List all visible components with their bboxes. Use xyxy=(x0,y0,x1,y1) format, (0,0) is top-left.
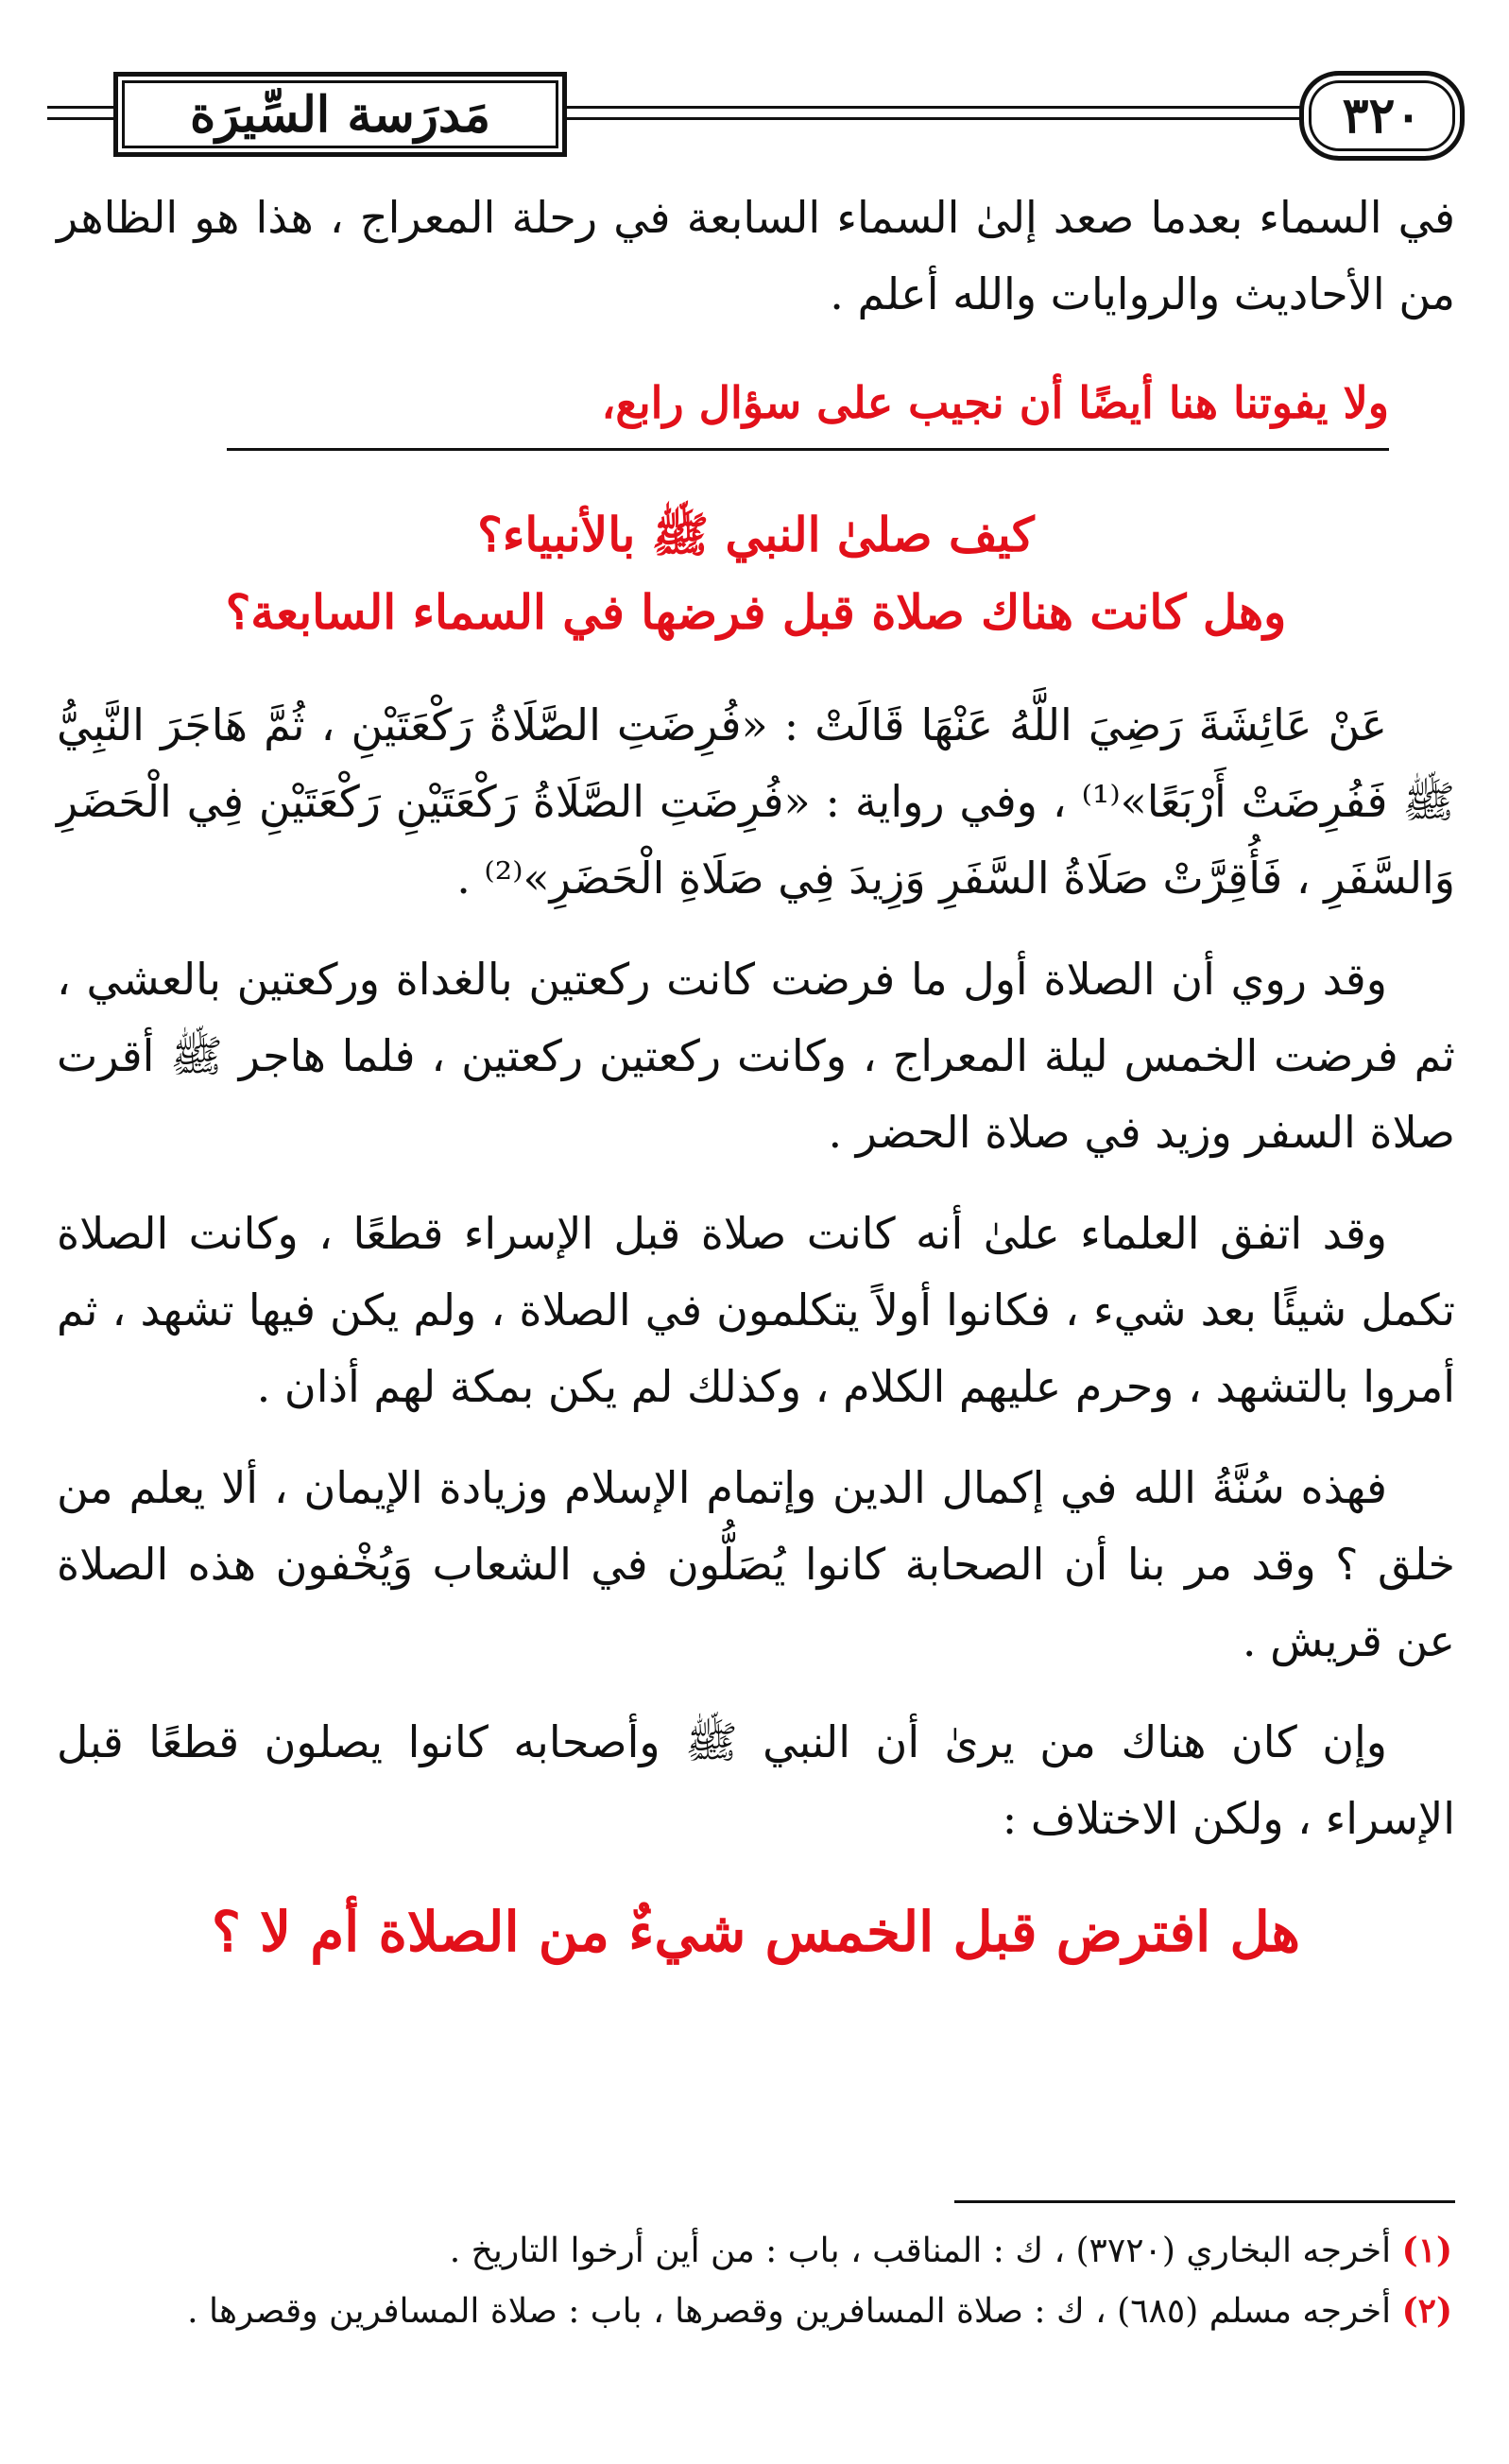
footnote-number: (١) xyxy=(1401,2231,1452,2270)
footnote-separator xyxy=(954,2200,1455,2203)
footnote xyxy=(44,2285,1452,2337)
footnote-text: أخرجه مسلم (٦٨٥) ، ك : صلاة المسافرين وقصرها ، باب : صلاة المسافرين وقصرها . xyxy=(187,2292,1392,2331)
section-heading: ولا يفوتنا هنا أيضًا أن نجيب على سؤال رابع، xyxy=(227,369,1389,451)
page-number: ٣٢٠ xyxy=(1299,71,1465,161)
paragraph: فهذه سُنَّةُ الله في إكمال الدين وإتمام الإسلام وزيادة الإيمان ، ألا يعلم من خلق ؟ وقد مر بنا أن الصحابة كانوا يُصَلُّون في الشعاب وَيُخْفون هذه الصلاة عن قريش . xyxy=(57,1462,1455,1666)
question-heading: وهل كانت هناك صلاة قبل فرضها في السماء السابعة؟ xyxy=(225,584,1287,640)
footnote xyxy=(44,2225,1452,2277)
paragraph: وقد روي أن الصلاة أول ما فرضت كانت ركعتين بالغداة وركعتين بالعشي ، ثم فرضت الخمس ليلة المعراج ، وكانت ركعتين ركعتين ، فلما هاجر ﷺ أقرت صلاة السفر وزيد في صلاة الحضر . xyxy=(57,954,1455,1158)
footnote-text: أخرجه البخاري (٣٧٢٠) ، ك : المناقب ، باب : من أين أرخوا التاريخ . xyxy=(449,2231,1392,2270)
paragraph: وإن كان هناك من يرىٰ أن النبي ﷺ وأصحابه كانوا يصلون قطعًا قبل الإسراء ، ولكن الاختلاف : xyxy=(57,1716,1455,1844)
hadith-paragraph: عَنْ عَائِشَةَ رَضِيَ اللَّهُ عَنْهَا قَالَتْ : «فُرِضَتِ الصَّلَاةُ رَكْعَتَيْنِ ، ثُمَّ هَاجَرَ النَّبِيُّ ﷺ فَفُرِضَتْ أَرْبَعًا»⁽¹⁾ ، وفي رواية : «فُرِضَتِ الصَّلَاةُ رَكْعَتَيْنِ رَكْعَتَيْنِ فِي الْحَضَرِ وَالسَّفَرِ ، فَأُقِرَّتْ صَلَاةُ السَّفَرِ وَزِيدَ فِي صَلَاةِ الْحَضَرِ»⁽²⁾ . xyxy=(57,699,1455,904)
paragraph: وقد اتفق العلماء علىٰ أنه كانت صلاة قبل الإسراء قطعًا ، وكانت الصلاة تكمل شيئًا بعد شيء ، فكانوا أولاً يتكلمون في الصلاة ، ولم يكن فيها تشهد ، ثم أمروا بالتشهد ، وحرم عليهم الكلام ، وكذلك لم يكن بمكة لهم أذان . xyxy=(57,1208,1455,1412)
final-question: هل افترض قبل الخمس شيءٌ من الصلاة أم لا ؟ xyxy=(212,1900,1300,1964)
page-header xyxy=(47,38,1462,145)
paragraph: في السماء بعدما صعد إلىٰ السماء السابعة في رحلة المعراج ، هذا هو الظاهر من الأحاديث والروايات والله أعلم . xyxy=(57,192,1455,319)
footnote-number: (٢) xyxy=(1401,2291,1452,2331)
book-title: مَدرَسة السِّيرَة xyxy=(113,72,567,157)
question-heading: كيف صلىٰ النبي ﷺ بالأنبياء؟ xyxy=(477,507,1035,562)
page-body xyxy=(57,180,1455,1974)
